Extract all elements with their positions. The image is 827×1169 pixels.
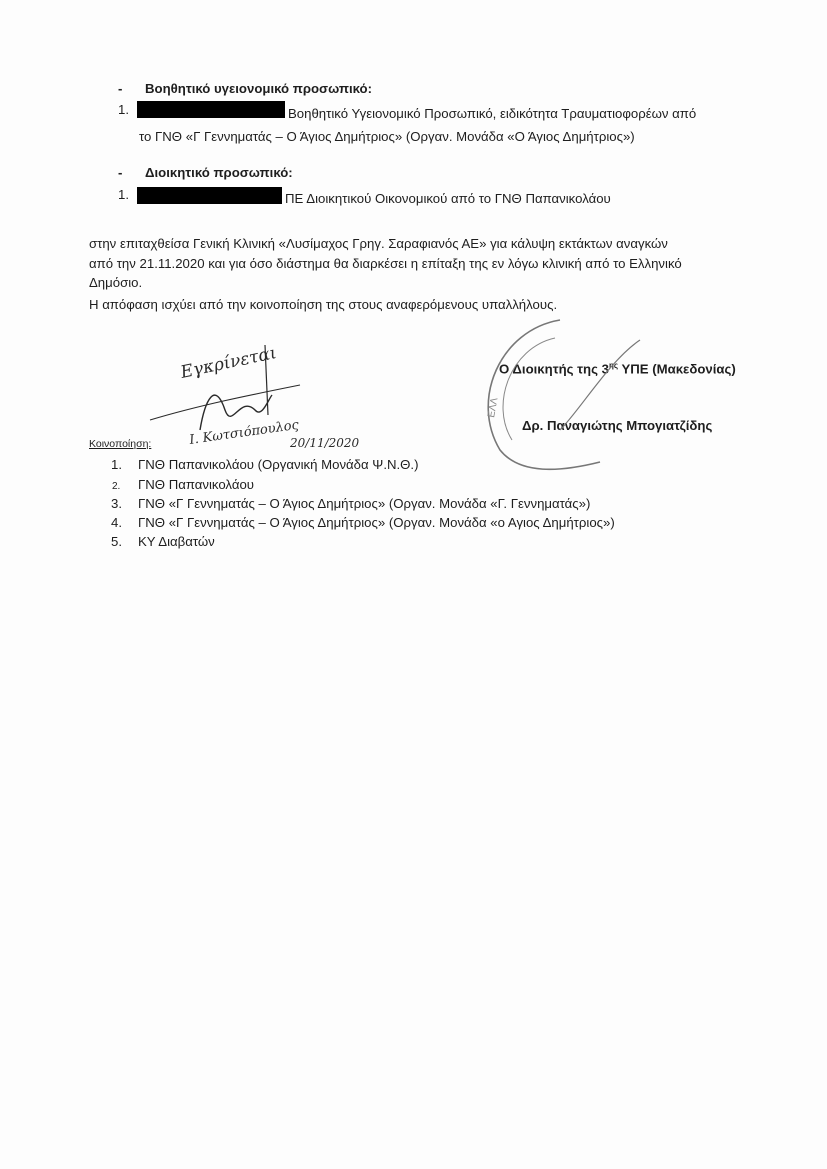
signatory-name: Δρ. Παναγιώτης Μπογιατζίδης (522, 418, 713, 433)
distribution-item-number: 3. (111, 496, 122, 511)
distribution-item-number: 5. (111, 534, 122, 549)
body-line: Η απόφαση ισχύει από την κοινοποίηση της στους αναφερόμενους υπαλλήλους. (89, 297, 558, 312)
redacted-name-box (137, 187, 282, 204)
distribution-item-number: 1. (111, 457, 122, 472)
distribution-item: ΓΝΘ Παπανικολάου (Οργανική Μονάδα Ψ.Ν.Θ.) (138, 457, 419, 472)
distribution-label: Κοινοποίηση: (89, 438, 152, 450)
aux-staff-heading: Βοηθητικό υγειονομικό προσωπικό: (145, 81, 372, 96)
dash-bullet: - (118, 81, 123, 96)
aux-item-line1: Βοηθητικό Υγειονομικό Προσωπικό, ειδικότητα Τραυματιοφορέων από (288, 106, 697, 121)
admin-staff-heading: Διοικητικό προσωπικό: (145, 165, 293, 180)
distribution-item: ΓΝΘ «Γ Γεννηματάς – Ο Άγιος Δημήτριος» (Οργαν. Μονάδα «Γ. Γεννηματάς») (138, 496, 591, 511)
admin-item-number: 1. (118, 187, 129, 202)
aux-item-line2: το ΓΝΘ «Γ Γεννηματάς – Ο Άγιος Δημήτριος» (Οργαν. Μονάδα «Ο Άγιος Δημήτριος») (139, 129, 635, 144)
body-line: από την 21.11.2020 και για όσο διάστημα θα διαρκέσει η επίταξη της εν λόγω κλινική από το Ελληνικό (89, 256, 682, 271)
aux-item-number: 1. (118, 102, 129, 117)
redacted-name-box (137, 101, 285, 118)
svg-text:20/11/2020: 20/11/2020 (290, 436, 360, 450)
distribution-item: ΓΝΘ Παπανικολάου (138, 477, 254, 492)
body-line: στην επιταχθείσα Γενική Κλινική «Λυσίμαχος Γρηγ. Σαραφιανός ΑΕ» για κάλυψη εκτάκτων αναγκών (89, 236, 668, 251)
dash-bullet: - (118, 165, 123, 180)
distribution-item: ΚΥ Διαβατών (138, 534, 215, 549)
distribution-item-number: 4. (111, 515, 122, 530)
distribution-item: ΓΝΘ «Γ Γεννηματάς – Ο Άγιος Δημήτριος» (Οργαν. Μονάδα «ο Αγιος Δημήτριος») (138, 515, 615, 530)
admin-item-line1: ΠΕ Διοικητικού Οικονομικού από το ΓΝΘ Παπανικολάου (285, 191, 611, 206)
body-line: Δημόσιο. (89, 275, 143, 290)
svg-text:Εγκρίνεται: Εγκρίνεται (178, 343, 279, 383)
signatory-title: Ο Διοικητής της $3^{\eta\varsigma}$ ΥΠΕ (Μακεδονίας) (499, 361, 736, 377)
distribution-item-number: 2. (112, 481, 121, 492)
svg-text:ΕΛΛ: ΕΛΛ (486, 396, 501, 419)
svg-text:Ι. Κωτσιόπουλος: Ι. Κωτσιόπουλος (188, 417, 300, 448)
